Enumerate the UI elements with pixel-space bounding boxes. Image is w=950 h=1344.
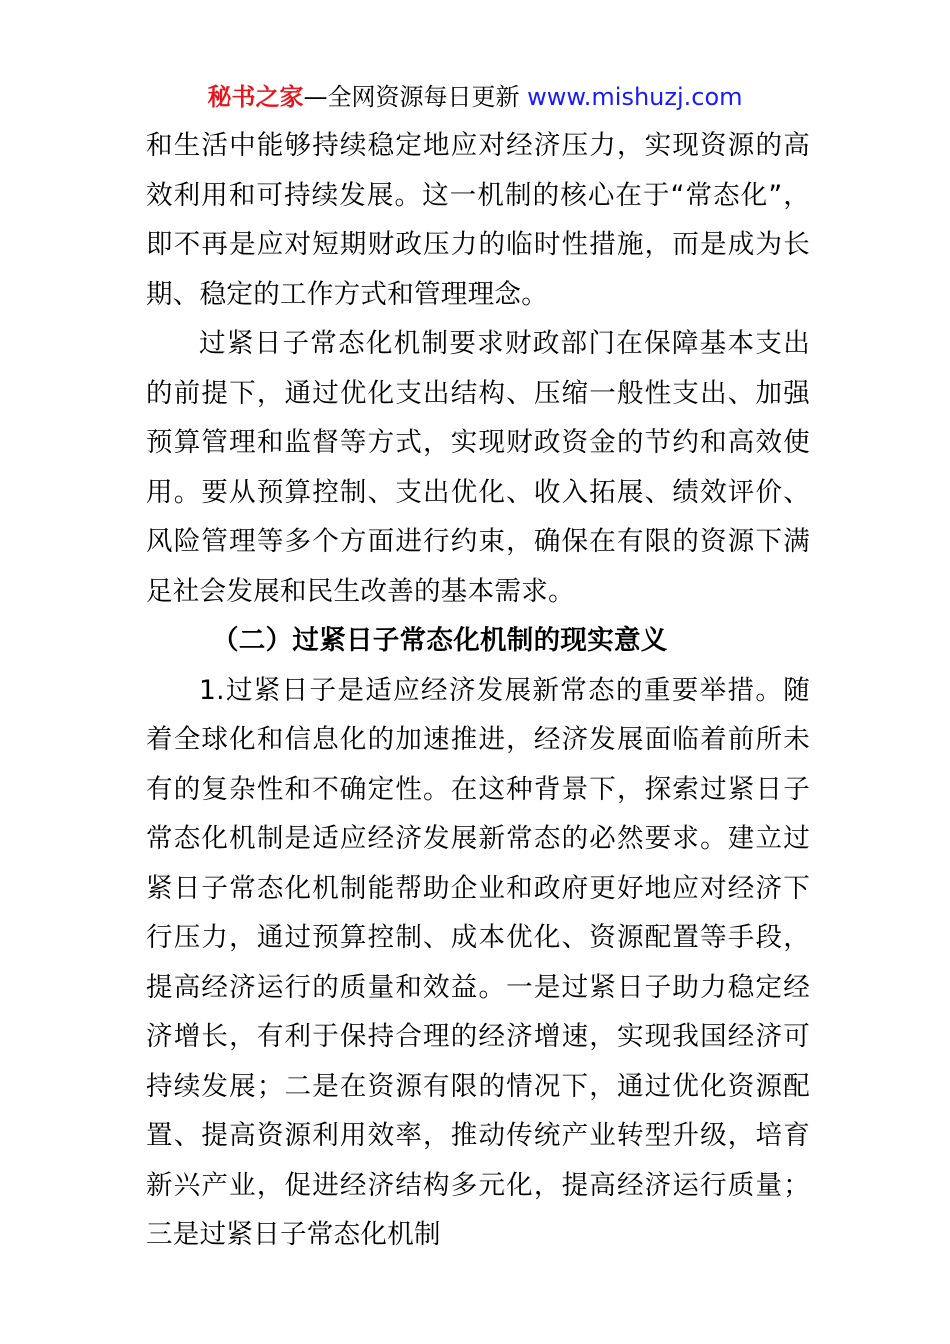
site-tagline: —全网资源每日更新 bbox=[303, 83, 528, 111]
section-heading: （二）过紧日子常态化机制的现实意义 bbox=[212, 625, 668, 656]
paragraph-requirements: 过紧日子常态化机制要求财政部门在保障基本支出的前提下，通过优化支出结构、压缩一般性支出、加强预算管理和监督等方式，实现财政资金的节约和高效使用。要从预算控制、支出优化、收入拓展、绩效评价、风险管理等多个方面进行约束，确保在有限的资源下满足社会发展和民生改善的基本需求。 bbox=[146, 328, 810, 607]
site-brand: 秘书之家 bbox=[207, 83, 304, 111]
paragraph-continued: 和生活中能够持续稳定地应对经济压力，实现资源的高效利用和可持续发展。这一机制的核心在于“常态化”，即不再是应对短期财政压力的临时性措施，而是成为长期、稳定的工作方式和管理理念。 bbox=[146, 130, 810, 310]
site-header bbox=[0, 80, 950, 114]
site-url-link[interactable]: www.mishuzj.com bbox=[527, 83, 743, 111]
document-body bbox=[146, 121, 810, 1260]
paragraph-significance: 1.过紧日子是适应经济发展新常态的重要举措。随着全球化和信息化的加速推进，经济发展面临着前所未有的复杂性和不确定性。在这种背景下，探索过紧日子常态化机制是适应经济发展新常态的必然要求。建立过紧日子常态化机制能帮助企业和政府更好地应对经济下行压力，通过预算控制、成本优化、资源配置等手段，提高经济运行的质量和效益。一是过紧日子助力稳定经济增长，有利于保持合理的经济增速，实现我国经济可持续发展；二是在资源有限的情况下，通过优化资源配置、提高资源利用效率，推动传统产业转型升级，培育新兴产业，促进经济结构多元化，提高经济运行质量；三是过紧日子常态化机制 bbox=[146, 674, 810, 1250]
